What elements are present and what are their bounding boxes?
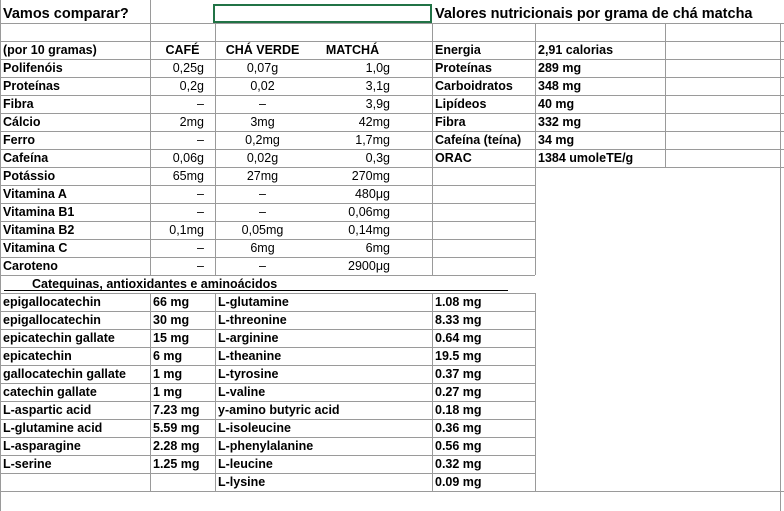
cafe-value[interactable]: 0,06g xyxy=(172,151,204,165)
matcha-value[interactable]: 3,1g xyxy=(365,79,390,93)
cafe-value[interactable]: – xyxy=(197,205,204,219)
matcha-value[interactable]: 0,06mg xyxy=(348,205,390,219)
compound-name[interactable]: L-isoleucine xyxy=(218,421,291,435)
cha-verde-value[interactable]: 0,02g xyxy=(246,151,279,165)
compound-amount[interactable]: 0.18 mg xyxy=(435,403,482,417)
compound-amount[interactable]: 1.08 mg xyxy=(435,295,482,309)
nutrition-label[interactable]: Carboidratos xyxy=(435,79,513,93)
compound-name[interactable]: catechin gallate xyxy=(3,385,97,399)
nutrition-value[interactable]: 2,91 calorias xyxy=(538,43,614,57)
compound-name[interactable]: L-asparagine xyxy=(3,439,81,453)
cafe-value[interactable]: – xyxy=(197,133,204,147)
compound-amount[interactable]: 7.23 mg xyxy=(153,403,200,417)
compound-amount[interactable]: 66 mg xyxy=(153,295,190,309)
compound-amount[interactable]: 0.36 mg xyxy=(435,421,482,435)
cafe-value[interactable]: – xyxy=(197,187,204,201)
nutrient-label[interactable]: Vitamina B2 xyxy=(3,223,75,237)
title-right[interactable]: Valores nutricionais por grama de chá matcha xyxy=(435,6,753,22)
compound-amount[interactable]: 0.56 mg xyxy=(435,439,482,453)
compound-name[interactable]: y-amino butyric acid xyxy=(218,403,340,417)
nutrition-label[interactable]: Proteínas xyxy=(435,61,492,75)
cha-verde-value[interactable]: 0,07g xyxy=(246,61,279,75)
cha-verde-value[interactable]: 3mg xyxy=(250,115,275,129)
nutrition-value[interactable]: 289 mg xyxy=(538,61,582,75)
cafe-value[interactable]: – xyxy=(197,259,204,273)
matcha-value[interactable]: 42mg xyxy=(358,115,390,129)
nutrition-value[interactable]: 34 mg xyxy=(538,133,575,147)
compound-amount[interactable]: 0.32 mg xyxy=(435,457,482,471)
nutrient-label[interactable]: Proteínas xyxy=(3,79,60,93)
cha-verde-value[interactable]: 0,05mg xyxy=(241,223,284,237)
cafe-value[interactable]: – xyxy=(197,241,204,255)
col-header-matcha[interactable]: MATCHÁ xyxy=(325,43,380,57)
cha-verde-value[interactable]: – xyxy=(259,187,266,201)
compound-name[interactable]: epigallocatechin xyxy=(3,313,101,327)
cha-verde-value[interactable]: – xyxy=(259,259,266,273)
col-header-cafe[interactable]: CAFÉ xyxy=(165,43,200,57)
nutrient-label[interactable]: Ferro xyxy=(3,133,35,147)
nutrition-label[interactable]: Energia xyxy=(435,43,481,57)
cafe-value[interactable]: – xyxy=(197,97,204,111)
compound-amount[interactable]: 1 mg xyxy=(153,367,183,381)
compound-amount[interactable]: 0.27 mg xyxy=(435,385,482,399)
compound-name[interactable]: L-tyrosine xyxy=(218,367,279,381)
compound-amount[interactable]: 2.28 mg xyxy=(153,439,200,453)
compound-name[interactable]: L-lysine xyxy=(218,475,266,489)
nutrition-label[interactable]: Cafeína (teína) xyxy=(435,133,522,147)
compound-name[interactable]: L-aspartic acid xyxy=(3,403,92,417)
cafe-value[interactable]: 65mg xyxy=(172,169,204,183)
cha-verde-value[interactable]: 0,02 xyxy=(250,79,275,93)
cha-verde-value[interactable]: – xyxy=(259,97,266,111)
cha-verde-value[interactable]: – xyxy=(259,205,266,219)
nutrient-label[interactable]: Cafeína xyxy=(3,151,49,165)
compound-name[interactable]: L-phenylalanine xyxy=(218,439,314,453)
matcha-value[interactable]: 2900μg xyxy=(348,259,390,273)
catechins-heading[interactable]: Catequinas, antioxidantes e aminoácidos xyxy=(32,277,278,291)
matcha-value[interactable]: 270mg xyxy=(351,169,390,183)
cafe-value[interactable]: 0,25g xyxy=(172,61,204,75)
compound-amount[interactable]: 1.25 mg xyxy=(153,457,200,471)
col-header-label[interactable]: (por 10 gramas) xyxy=(3,43,97,57)
matcha-value[interactable]: 480μg xyxy=(354,187,390,201)
compound-name[interactable]: L-valine xyxy=(218,385,266,399)
compound-name[interactable]: L-arginine xyxy=(218,331,279,345)
title-left[interactable]: Vamos comparar? xyxy=(3,6,129,22)
nutrient-label[interactable]: Cálcio xyxy=(3,115,41,129)
nutrient-label[interactable]: Caroteno xyxy=(3,259,58,273)
nutrition-value[interactable]: 40 mg xyxy=(538,97,575,111)
matcha-value[interactable]: 1,7mg xyxy=(355,133,390,147)
compound-amount[interactable]: 8.33 mg xyxy=(435,313,482,327)
nutrient-label[interactable]: Vitamina B1 xyxy=(3,205,75,219)
nutrition-value[interactable]: 348 mg xyxy=(538,79,582,93)
compound-name[interactable]: L-glutamine acid xyxy=(3,421,103,435)
matcha-value[interactable]: 3,9g xyxy=(365,97,390,111)
compound-amount[interactable]: 0.64 mg xyxy=(435,331,482,345)
compound-name[interactable]: epicatechin gallate xyxy=(3,331,115,345)
nutrient-label[interactable]: Vitamina A xyxy=(3,187,67,201)
compound-name[interactable]: L-threonine xyxy=(218,313,287,327)
compound-name[interactable]: epigallocatechin xyxy=(3,295,101,309)
nutrient-label[interactable]: Polifenóis xyxy=(3,61,63,75)
compound-amount[interactable]: 6 mg xyxy=(153,349,183,363)
nutrition-label[interactable]: Lipídeos xyxy=(435,97,487,111)
nutrition-value[interactable]: 332 mg xyxy=(538,115,582,129)
cha-verde-value[interactable]: 0,2mg xyxy=(245,133,280,147)
cha-verde-value[interactable]: 6mg xyxy=(250,241,275,255)
compound-amount[interactable]: 5.59 mg xyxy=(153,421,200,435)
matcha-value[interactable]: 1,0g xyxy=(365,61,390,75)
cafe-value[interactable]: 2mg xyxy=(179,115,204,129)
compound-name[interactable]: L-glutamine xyxy=(218,295,289,309)
cafe-value[interactable]: 0,1mg xyxy=(169,223,204,237)
compound-amount[interactable]: 1 mg xyxy=(153,385,183,399)
nutrient-label[interactable]: Fibra xyxy=(3,97,34,111)
compound-amount[interactable]: 0.09 mg xyxy=(435,475,482,489)
matcha-value[interactable]: 0,14mg xyxy=(348,223,390,237)
compound-amount[interactable]: 15 mg xyxy=(153,331,190,345)
cafe-value[interactable]: 0,2g xyxy=(179,79,204,93)
cha-verde-value[interactable]: 27mg xyxy=(246,169,279,183)
compound-amount[interactable]: 0.37 mg xyxy=(435,367,482,381)
compound-name[interactable]: epicatechin xyxy=(3,349,72,363)
compound-name[interactable]: L-theanine xyxy=(218,349,282,363)
nutrition-value[interactable]: 1384 umoleTE/g xyxy=(538,151,634,165)
nutrition-label[interactable]: ORAC xyxy=(435,151,472,165)
matcha-value[interactable]: 0,3g xyxy=(365,151,390,165)
selected-cell[interactable] xyxy=(213,4,432,23)
compound-name[interactable]: gallocatechin gallate xyxy=(3,367,126,381)
nutrient-label[interactable]: Potássio xyxy=(3,169,56,183)
compound-name[interactable]: L-leucine xyxy=(218,457,273,471)
nutrition-label[interactable]: Fibra xyxy=(435,115,466,129)
compound-amount[interactable]: 19.5 mg xyxy=(435,349,482,363)
compound-amount[interactable]: 30 mg xyxy=(153,313,190,327)
nutrient-label[interactable]: Vitamina C xyxy=(3,241,68,255)
matcha-value[interactable]: 6mg xyxy=(365,241,390,255)
compound-name[interactable]: L-serine xyxy=(3,457,52,471)
col-header-cha-verde[interactable]: CHÁ VERDE xyxy=(225,43,300,57)
